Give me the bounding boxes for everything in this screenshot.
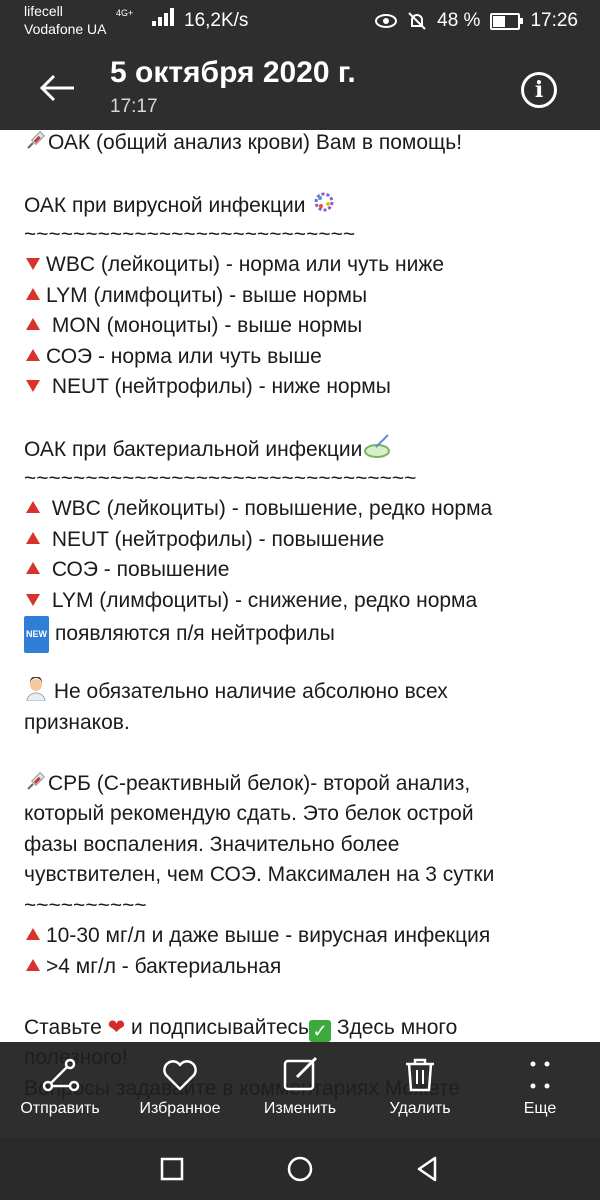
bacterial-item: NEUT (нейтрофилы) - повышение (24, 525, 584, 556)
share-label: Отправить (20, 1100, 100, 1117)
note-line: Не обязательно наличие абсолюно всех (24, 677, 584, 708)
mute-bell-icon (407, 11, 427, 31)
triangle-up-icon (26, 959, 40, 971)
favorite-button[interactable] (120, 1042, 240, 1138)
more-button[interactable] (480, 1042, 600, 1138)
note-line: признаков. (24, 710, 130, 734)
triangle-up-icon (26, 562, 40, 574)
viral-item: MON (моноциты) - выше нормы (24, 311, 584, 342)
info-icon[interactable]: i (521, 72, 557, 108)
system-nav-bar (0, 1138, 600, 1200)
note-time: 17:17 (110, 96, 158, 117)
crp-line: чувствителен, чем СОЭ. Максимален на 3 сутки (24, 863, 495, 886)
note-header (0, 44, 600, 130)
edit-label: Изменить (263, 1100, 337, 1117)
bacterial-divider: ~~~~~~~~~~~~~~~~~~~~~~~~~~~~~~~~ (24, 466, 417, 490)
triangle-down-icon (26, 380, 40, 392)
outro-line: Ставьте ❤ и подписывайтесь ✓ Здесь много (24, 1015, 458, 1041)
crp-divider: ~~~~~~~~~~ (24, 893, 147, 917)
favorite-label: Избранное (139, 1100, 221, 1117)
viral-item: WBC (лейкоциты) - норма или чуть ниже (24, 250, 584, 281)
status-bar (0, 0, 600, 44)
eye-icon (375, 13, 397, 29)
triangle-up-icon (26, 501, 40, 513)
clock: 17:26 (530, 10, 578, 31)
carrier-1: lifecell (24, 3, 63, 19)
triangle-down-icon (26, 258, 40, 270)
bacterial-item: LYM (лимфоциты) - снижение, редко норма (24, 586, 584, 617)
bacterial-item: WBC (лейкоциты) - повышение, редко норма (24, 494, 584, 525)
recent-apps-icon[interactable] (157, 1154, 187, 1184)
delete-label: Удалить (389, 1100, 451, 1117)
triangle-up-icon (26, 288, 40, 300)
note-date-title: 5 октября 2020 г. (110, 56, 356, 89)
edit-button[interactable] (240, 1042, 360, 1138)
triangle-up-icon (26, 532, 40, 544)
bacterial-heading: ОАК при бактериальной инфекции (24, 433, 584, 464)
note-body[interactable] (24, 128, 584, 1104)
home-icon[interactable] (285, 1154, 315, 1184)
crp-line: СРБ (С-реактивный белок)- второй анализ, (24, 769, 584, 800)
trash-icon (400, 1056, 440, 1094)
network-badge: 4G+ (116, 8, 134, 18)
crp-line: который рекомендую сдать. Это белок острой (24, 802, 474, 825)
share-icon (40, 1056, 80, 1094)
arrow-left-icon[interactable] (38, 68, 78, 108)
heart-icon (160, 1056, 200, 1094)
crp-item: 10-30 мг/л и даже выше - вирусная инфекция (24, 921, 584, 952)
battery-percent: 48 % (437, 10, 481, 31)
viral-divider: ~~~~~~~~~~~~~~~~~~~~~~~~~~~ (24, 222, 356, 246)
crp-item: >4 мг/л - бактериальная (24, 952, 584, 983)
signal-icon (152, 8, 176, 26)
check-mark-icon: ✓ (309, 1020, 331, 1042)
back-icon[interactable] (413, 1154, 443, 1184)
carrier-2: Vodafone UA (24, 21, 107, 37)
triangle-up-icon (26, 349, 40, 361)
syringe-icon (24, 769, 48, 803)
viral-heading: ОАК при вирусной инфекции (24, 189, 584, 220)
more-icon (520, 1056, 560, 1094)
share-button[interactable] (0, 1042, 120, 1138)
viral-item: СОЭ - норма или чуть выше (24, 342, 584, 373)
triangle-up-icon (26, 928, 40, 940)
battery-icon (490, 13, 520, 30)
new-line: NEW появляются п/я нейтрофилы (24, 616, 584, 647)
network-speed: 16,2K/s (184, 10, 249, 31)
intro-text: ОАК (общий анализ крови) Вам в помощь! (48, 131, 463, 154)
syringe-icon (24, 128, 48, 162)
doctor-icon (24, 677, 48, 711)
more-label: Еще (523, 1100, 557, 1117)
delete-button[interactable] (360, 1042, 480, 1138)
crp-line: фазы воспаления. Значительно более (24, 832, 400, 856)
triangle-down-icon (26, 594, 40, 606)
new-badge-icon: NEW (24, 616, 49, 653)
triangle-up-icon (26, 318, 40, 330)
viral-item: LYM (лимфоциты) - выше нормы (24, 281, 584, 312)
intro-line (24, 128, 584, 159)
carrier-names (24, 2, 107, 38)
heart-emoji-icon: ❤ (107, 1015, 126, 1039)
status-right (375, 10, 578, 32)
bacterial-item: СОЭ - повышение (24, 555, 584, 586)
edit-icon (280, 1056, 320, 1094)
bottom-toolbar (0, 1042, 600, 1138)
viral-item: NEUT (нейтрофилы) - ниже нормы (24, 372, 584, 403)
